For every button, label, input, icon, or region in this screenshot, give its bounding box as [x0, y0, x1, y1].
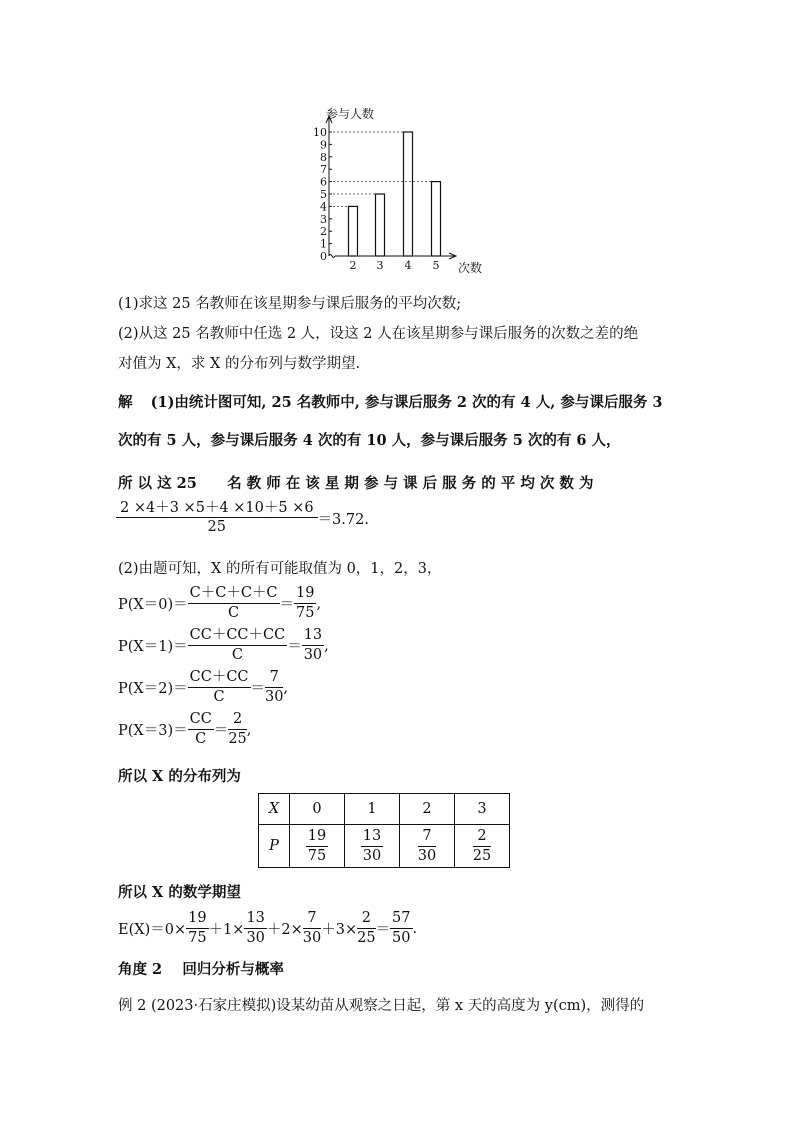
chart-xlabel: 次数 [458, 261, 483, 275]
table-header-x: X [259, 794, 290, 825]
expectation-formula [118, 910, 417, 947]
value-num: 2 [228, 711, 246, 730]
table-row-p [259, 825, 510, 868]
frac-den: 25 [357, 930, 376, 946]
expect-fraction [357, 910, 375, 947]
frac-den: 50 [392, 930, 411, 946]
value-num: 19 [294, 585, 316, 604]
solution-line1 [118, 391, 662, 412]
expect-fraction [390, 910, 412, 947]
bar [349, 206, 358, 256]
solution-line2: 次的有 5 人，参与课后服务 4 次的有 10 人，参与课后服务 5 次的有 6 人， [118, 432, 621, 449]
y-tick-label: 2 [320, 225, 327, 239]
value-den: 30 [303, 647, 323, 663]
x-tick-label: 2 [349, 259, 357, 272]
question-2-line2: 对值为 X，求 X 的分布列与数学期望. [118, 356, 361, 372]
mean-formula [116, 500, 369, 536]
prob-lhs: P(X＝2)＝ [118, 681, 188, 697]
frac-num: 13 [244, 910, 266, 929]
expect-term: ＋1× [208, 922, 245, 938]
solution-text-1: (1)由统计图可知, 25 名教师中, 参与课后服务 2 次的有 4 人, 参与课后服务 3 [150, 394, 663, 411]
prob-lhs: P(X＝3)＝ [118, 723, 188, 739]
bar [404, 132, 413, 256]
chart-ylabel: 参与人数 [326, 107, 375, 121]
prob-line-3 [118, 711, 251, 748]
mean-fraction [116, 500, 318, 536]
expect-fraction [186, 910, 208, 947]
comma: , [316, 595, 322, 612]
equals: ＝ [250, 681, 266, 697]
prob-line-2 [118, 669, 288, 706]
combo-num: CC＋CC [188, 669, 251, 688]
expect-term: ＋2× [266, 922, 303, 938]
combo-num: CC＋CC＋CC [188, 627, 288, 646]
cell-den: 25 [472, 847, 492, 864]
combo-den: C [195, 731, 207, 747]
value-num: 7 [265, 669, 283, 688]
frac-num: 7 [303, 910, 321, 929]
equals: ＝ [279, 597, 295, 613]
y-tick-label: 8 [320, 150, 327, 164]
y-tick-label: 4 [320, 200, 327, 214]
prob-value-fraction [302, 627, 324, 664]
y-tick-label: 1 [320, 237, 327, 251]
distribution-table [258, 793, 510, 868]
cell-num: 7 [418, 828, 436, 847]
combo-num: C＋C＋C＋C [188, 585, 280, 604]
y-tick-label: 6 [320, 175, 327, 189]
combo-den: C [228, 605, 240, 621]
distribution-intro: 所以 X 的分布列为 [118, 768, 241, 785]
table-cell [290, 825, 345, 868]
part2-intro: (2)由题可知，X 的所有可能取值为 0，1，2，3， [118, 561, 442, 577]
prob-combo-fraction [188, 711, 214, 748]
prob-value-fraction [265, 669, 283, 706]
frac-den: 30 [246, 930, 265, 946]
solution-label: 解 [118, 394, 133, 411]
axis-break [329, 255, 335, 258]
expect-fraction [244, 910, 266, 947]
value-den: 25 [228, 731, 247, 747]
expect-fraction [303, 910, 321, 947]
y-tick-label: 3 [320, 212, 327, 226]
combo-den: C [231, 647, 243, 663]
table-cell: 3 [455, 794, 510, 825]
y-tick-label: 5 [320, 188, 327, 201]
y-tick-label: 10 [313, 126, 327, 139]
x-tick-label: 5 [432, 259, 440, 272]
solution-line3: 所 以 这 25 名 教 师 在 该 星 期 参 与 课 后 服 务 的 平 均 次 数 为 [118, 475, 594, 492]
question-1: (1)求这 25 名教师在该星期参与课后服务的平均次数; [118, 296, 462, 312]
y-tick-label: 0 [320, 250, 327, 263]
prob-lhs: P(X＝1)＝ [118, 639, 188, 655]
expect-lhs: E(X)＝0× [118, 922, 187, 938]
prob-value-fraction [228, 711, 246, 748]
bar [376, 194, 385, 256]
prob-line-1 [118, 627, 329, 664]
mean-denominator: 25 [207, 519, 226, 535]
x-tick-label: 3 [376, 259, 384, 272]
table-cell [345, 825, 400, 868]
period: . [412, 920, 418, 937]
cell-den: 30 [417, 847, 437, 864]
cell-num: 19 [306, 828, 328, 847]
mean-numerator: 2 ×4＋3 ×5＋4 ×10＋5 ×6 [116, 500, 318, 518]
frac-num: 2 [357, 910, 375, 929]
example-2: 例 2 (2023·石家庄模拟)设某幼苗从观察之日起，第 x 天的高度为 y(cm)，测得的 [118, 998, 645, 1014]
value-den: 75 [296, 605, 315, 621]
cell-den: 75 [307, 847, 327, 864]
y-tick-label: 9 [320, 138, 327, 152]
prob-combo-fraction [188, 669, 251, 706]
combo-num: CC [188, 711, 214, 730]
expect-term: ＋3× [321, 922, 358, 938]
combo-den: C [213, 689, 225, 705]
table-cell: 2 [400, 794, 455, 825]
frac-num: 57 [390, 910, 412, 929]
table-cell: 1 [345, 794, 400, 825]
expectation-intro: 所以 X 的数学期望 [118, 884, 241, 901]
frac-num: 19 [186, 910, 208, 929]
cell-num: 13 [361, 828, 383, 847]
table-cell: 0 [290, 794, 345, 825]
table-cell [455, 825, 510, 868]
prob-combo-fraction [188, 585, 280, 622]
prob-combo-fraction [188, 627, 288, 664]
x-tick-label: 4 [404, 259, 412, 272]
equals: ＝ [287, 639, 302, 655]
equals: ＝ [213, 723, 229, 739]
comma: , [246, 721, 252, 738]
table-header-p: P [259, 825, 290, 868]
expect-term: ＝ [375, 922, 391, 938]
value-den: 30 [265, 689, 284, 705]
comma: , [324, 637, 329, 654]
question-2-line1: (2)从这 25 名教师中任选 2 人，设这 2 人在该星期参与课后服务的次数之差的绝 [118, 326, 639, 342]
cell-num: 2 [473, 828, 491, 847]
value-num: 13 [302, 627, 324, 646]
table-cell [400, 825, 455, 868]
comma: , [283, 679, 289, 696]
prob-lhs: P(X＝0)＝ [118, 597, 188, 613]
bar [432, 182, 441, 256]
angle-heading: 角度 2 回归分析与概率 [118, 961, 284, 978]
cell-den: 30 [362, 847, 382, 864]
bar-chart [0, 0, 794, 290]
prob-line-0 [118, 585, 321, 622]
frac-den: 75 [188, 930, 207, 946]
frac-den: 30 [302, 930, 322, 946]
y-tick-label: 7 [320, 163, 327, 177]
table-row-x [259, 794, 510, 825]
prob-value-fraction [294, 585, 316, 622]
mean-result: ＝3.72. [317, 511, 369, 528]
